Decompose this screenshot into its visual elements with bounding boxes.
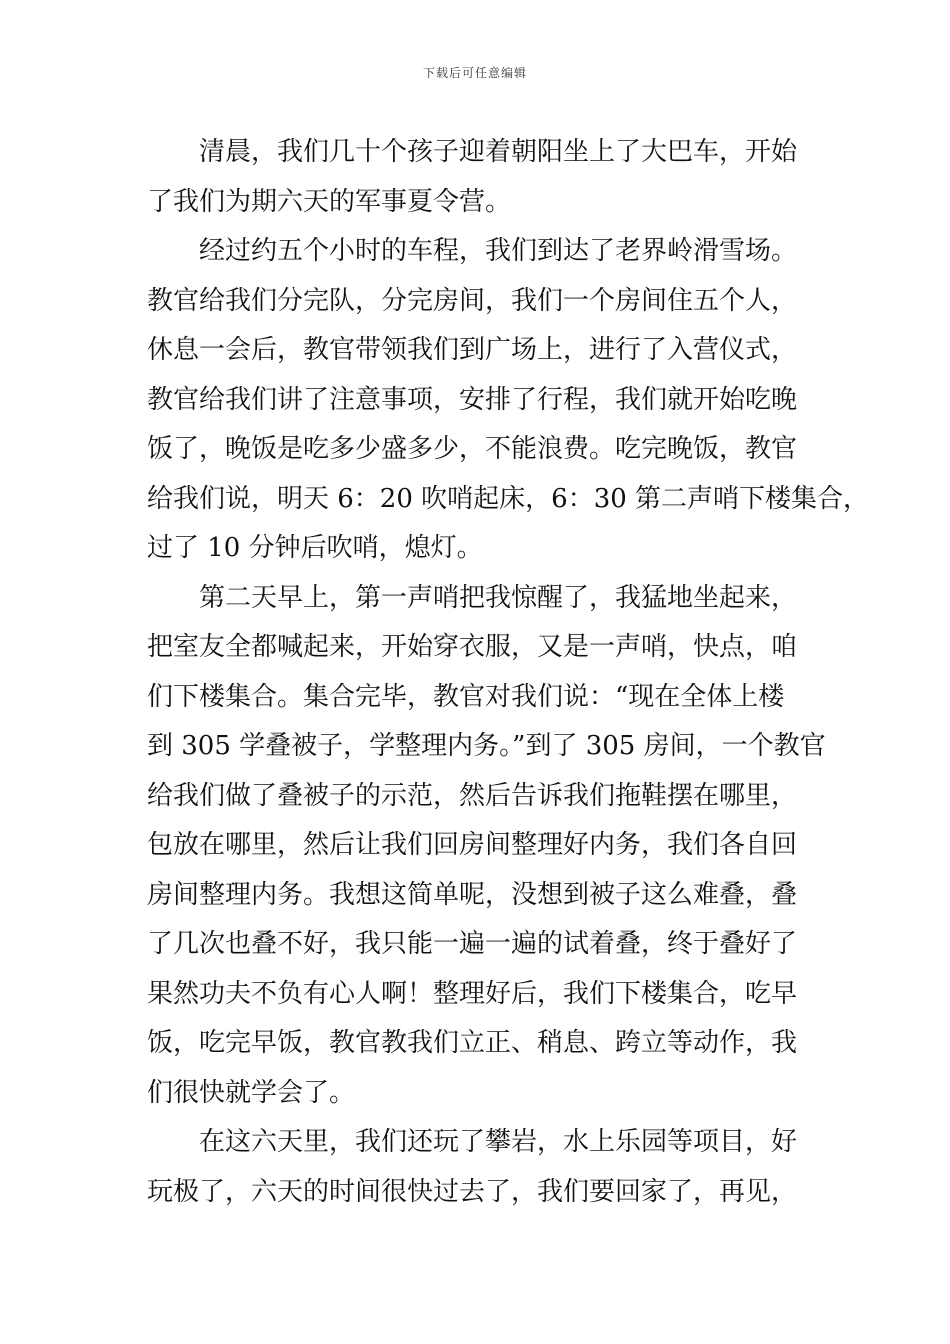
text-line: 把室友全都喊起来，开始穿衣服，又是一声哨，快点，咱 [147,632,798,662]
text-line: 玩极了，六天的时间很快过去了，我们要回家了，再见， [147,1176,798,1207]
text-line: 房间整理内务。我想这简单呢，没想到被子这么难叠，叠 [147,879,798,910]
text-line: 经过约五个小时的车程，我们到达了老界岭滑雪场。 [199,236,798,266]
text-line: 饭，吃完早饭，教官教我们立正、稍息、跨立等动作，我 [147,1028,798,1058]
text-line: 到 305 学叠被子，学整理内务。”到了 305 房间，一个教官 [147,731,826,761]
text-line: 果然功夫不负有心人啊！整理好后，我们下楼集合，吃早 [147,978,798,1009]
text-line: 了我们为期六天的军事夏令营。 [147,186,512,217]
text-line: 给我们做了叠被子的示范，然后告诉我们拖鞋摆在哪里， [147,780,798,811]
document-body [147,128,870,1217]
text-line: 饭了，晚饭是吃多少盛多少，不能浪费。吃完晚饭，教官 [147,434,798,464]
text-line: 们很快就学会了。 [147,1077,356,1108]
text-line: 休息一会后，教官带领我们到广场上，进行了入营仪式， [147,335,798,365]
text-line: 教官给我们分完队，分完房间，我们一个房间住五个人， [147,285,798,316]
text-line: 教官给我们讲了注意事项，安排了行程，我们就开始吃晚 [147,384,798,415]
text-line: 在这六天里，我们还玩了攀岩，水上乐园等项目，好 [199,1127,798,1157]
text-line: 了几次也叠不好，我只能一遍一遍的试着叠，终于叠好了 [147,929,798,959]
text-line: 过了 10 分钟后吹哨，熄灯。 [147,533,483,563]
text-line: 给我们说，明天 6：20 吹哨起床，6：30 第二声哨下楼集合， [147,483,870,514]
text-line: 包放在哪里，然后让我们回房间整理好内务，我们各自回 [147,830,798,860]
header-note: 下载后可任意编辑 [422,66,527,80]
text-line: 们下楼集合。集合完毕，教官对我们说：“现在全体上楼 [147,681,785,712]
text-line: 清晨，我们几十个孩子迎着朝阳坐上了大巴车，开始 [199,137,798,167]
text-line: 第二天早上，第一声哨把我惊醒了，我猛地坐起来， [199,582,798,613]
